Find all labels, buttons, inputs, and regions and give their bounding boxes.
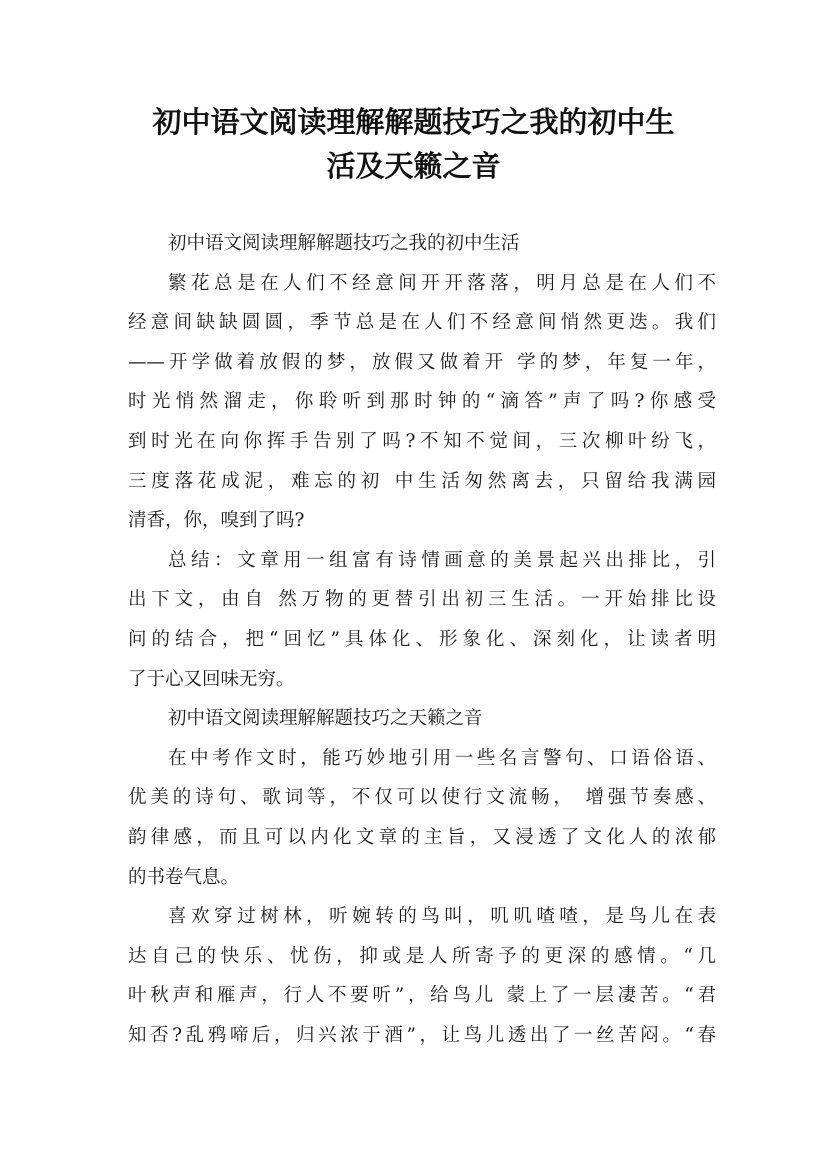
document-title <box>100 100 727 188</box>
text-line: 叶秋声和雁声，行人不要听”，给鸟儿 蒙上了一层凄苦。“君 <box>128 985 716 1007</box>
text-line: 在中考作文时，能巧妙地引用一些名言警句、口语俗语、 <box>168 747 716 769</box>
text-line: 初中语文阅读理解解题技巧之我的初中生活 <box>168 233 520 254</box>
text-line: ——开学做着放假的梦，放假又做着开 学的梦，年复一年， <box>128 351 716 373</box>
title-line-1: 初中语文阅读理解解题技巧之我的初中生 <box>152 105 675 139</box>
text-line: 清香，你，嗅到了吗? <box>128 510 305 532</box>
text-line: 知否?乱鸦啼后，归兴浓于酒”，让鸟儿透出了一丝苦闷。“春 <box>128 1024 716 1046</box>
text-line: 达自己的快乐、忧伤，抑或是人所寄予的更深的感情。“几 <box>128 945 716 967</box>
text-line: 时光悄然溜走，你聆听到那时钟的“滴答”声了吗?你感受 <box>128 391 716 413</box>
text-line: 问的结合，把“回忆”具体化、形象化、深刻化，让读者明 <box>128 628 716 650</box>
text-line: 了于心又回味无穷。 <box>128 668 295 690</box>
text-line: 的书卷气息。 <box>128 866 240 888</box>
title-line-2: 活及天籁之音 <box>326 149 501 183</box>
text-line: 繁花总是在人们不经意间开开落落，明月总是在人们不 <box>168 272 716 294</box>
text-line: 三度落花成泥，难忘的初 中生活匆然离去，只留给我满园 <box>128 470 716 492</box>
text-line: 总结：文章用一组富有诗情画意的美景起兴出排比，引 <box>168 549 716 571</box>
document-body <box>128 224 716 1055</box>
text-line: 经意间缺缺圆圆，季节总是在人们不经意间悄然更迭。我们 <box>128 312 716 334</box>
text-line: 韵律感，而且可以内化文章的主旨，又浸透了文化人的浓郁 <box>128 826 716 848</box>
text-line: 喜欢穿过树林，听婉转的鸟叫，叽叽喳喳，是鸟儿在表 <box>168 906 716 928</box>
text-line: 初中语文阅读理解解题技巧之天籁之音 <box>168 708 483 730</box>
text-line: 出下文，由自 然万物的更替引出初三生活。一开始排比设 <box>128 589 716 611</box>
text-line: 优美的诗句、歌词等，不仅可以使行文流畅， 增强节奏感、 <box>128 787 716 809</box>
text-line: 到时光在向你挥手告别了吗?不知不觉间，三次柳叶纷飞， <box>128 430 716 452</box>
